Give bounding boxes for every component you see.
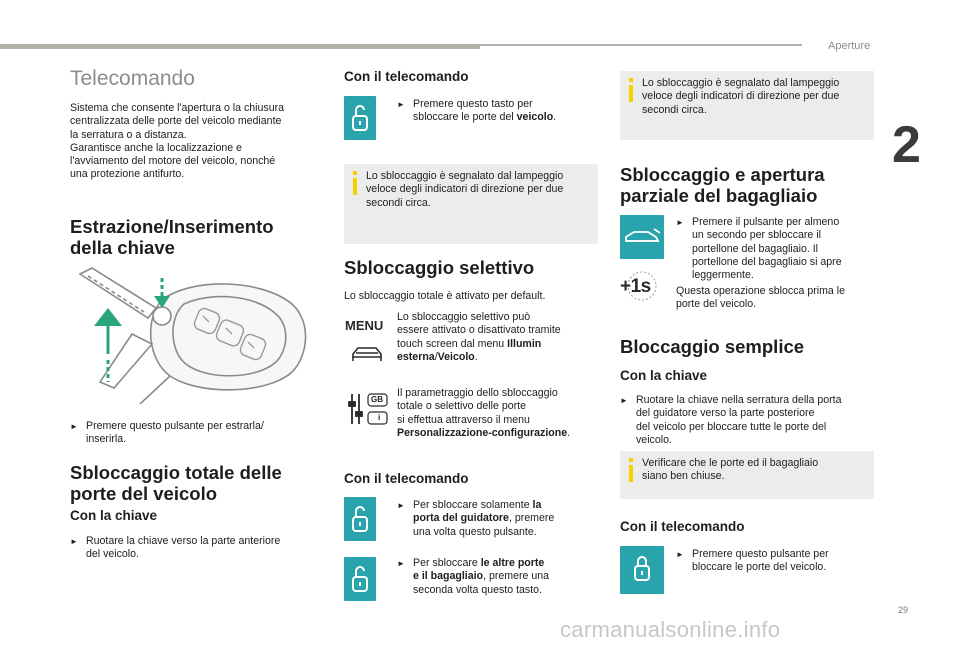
heading-con-la-chiave: Con la chiave [70, 508, 158, 523]
heading-con-il-telecomando-3: Con il telecomando [620, 519, 745, 534]
heading-estrazione: Estrazione/Inserimento della chiave [70, 216, 274, 258]
heading-sbloccaggio-totale: Sbloccaggio totale delle porte del veicolo [70, 462, 282, 504]
gb-label: GB [371, 395, 383, 404]
heading-con-il-telecomando-2: Con il telecomando [344, 471, 469, 486]
info-icon [626, 78, 636, 102]
info-box-check: Verificare che le porte ed il bagagliaio siano ben chiuse. [620, 451, 874, 499]
info-box-signal-2: Lo sbloccaggio è segnalato dal lampeggio veloce degli indicatori di direzione per due secondi circa. [620, 71, 874, 140]
bullet-marker: ► [70, 422, 78, 431]
info-i-glyph: i [378, 413, 381, 422]
selettivo-default: Lo sbloccaggio totale è attivato per default. [344, 290, 546, 302]
menu-label: MENU [345, 318, 384, 333]
heading-bloccaggio-semplice: Bloccaggio semplice [620, 336, 805, 357]
driver-door-bullet: ► Per sbloccare solamente la porta del guidatore, premere una volta questo pulsante. [397, 499, 555, 538]
watermark: carmanualsonline.info [560, 617, 781, 642]
lock-button-icon [620, 546, 664, 594]
car-icon [350, 345, 384, 368]
semplice-bullet: ► Ruotare la chiave nella serratura della porta del guidatore verso la parte posteriore del veicolo per bloccare tutte le porte del veicolo. [620, 394, 842, 446]
header-rule-thick [0, 44, 480, 49]
info-box-signal: Lo sbloccaggio è segnalato dal lampeggio veloce degli indicatori di direzione per due secondi circa. [344, 164, 598, 244]
heading-sbloccaggio-parziale: Sbloccaggio e apertura parziale del bagagliaio [620, 164, 825, 206]
page-number: 29 [898, 605, 909, 615]
info-icon [350, 171, 360, 195]
parametraggio-text: Il parametraggio dello sbloccaggio totale o selettivo delle porte si effettua attraverso il menu Personalizzazione-configurazione. [397, 387, 571, 439]
selettivo-text: Lo sbloccaggio selettivo può essere attivato o disattivato tramite touch screen dal menu Illumin esterna/Veicolo. [397, 311, 561, 363]
trunk-bullet: ► Premere il pulsante per almeno un secondo per sbloccare il portellone del bagagliaio. Il portellone del bagagliaio si apre leggermente. [676, 216, 842, 282]
trunk-note: Questa operazione sblocca prima le porte del veicolo. [676, 285, 846, 311]
unlock-button-icon-2 [344, 497, 376, 541]
chapter-number: 2 [892, 116, 921, 174]
section-name: Aperture [828, 40, 871, 52]
key-illustration [70, 264, 320, 409]
trunk-button-icon [620, 215, 664, 259]
info-icon [626, 458, 636, 482]
header-rule-thin [480, 44, 802, 46]
heading-con-il-telecomando: Con il telecomando [344, 69, 469, 84]
settings-sliders-icon [347, 392, 391, 431]
heading-con-la-chiave-2: Con la chiave [620, 368, 708, 383]
unlock-button-icon [344, 96, 376, 140]
plus-1s-icon: +1s [620, 270, 660, 302]
page-title: Telecomando [70, 67, 195, 90]
estrazione-bullet: ► Premere questo pulsante per estrarla/ inserirla. [70, 420, 264, 446]
chiave-bullet: ► Ruotare la chiave verso la parte anteriore del veicolo. [70, 535, 281, 561]
unlock-button-icon-3 [344, 557, 376, 601]
lock-bullet: ► Premere questo pulsante per bloccare le porte del veicolo. [676, 548, 829, 574]
intro-text: Sistema che consente l'apertura o la chiusura centralizzata delle porte del veicolo mediante la serratura o a distanza. Garantisce anche la localizzazione e l'avviamento del motore del veicolo, nonché una protezione antifurto. [70, 102, 285, 181]
telecomando-bullet: ► Premere questo tasto per sbloccare le porte del veicolo. [397, 98, 557, 124]
heading-sbloccaggio-selettivo: Sbloccaggio selettivo [344, 257, 535, 278]
other-doors-bullet: ► Per sbloccare le altre porte e il bagagliaio, premere una seconda volta questo tasto. [397, 557, 550, 596]
